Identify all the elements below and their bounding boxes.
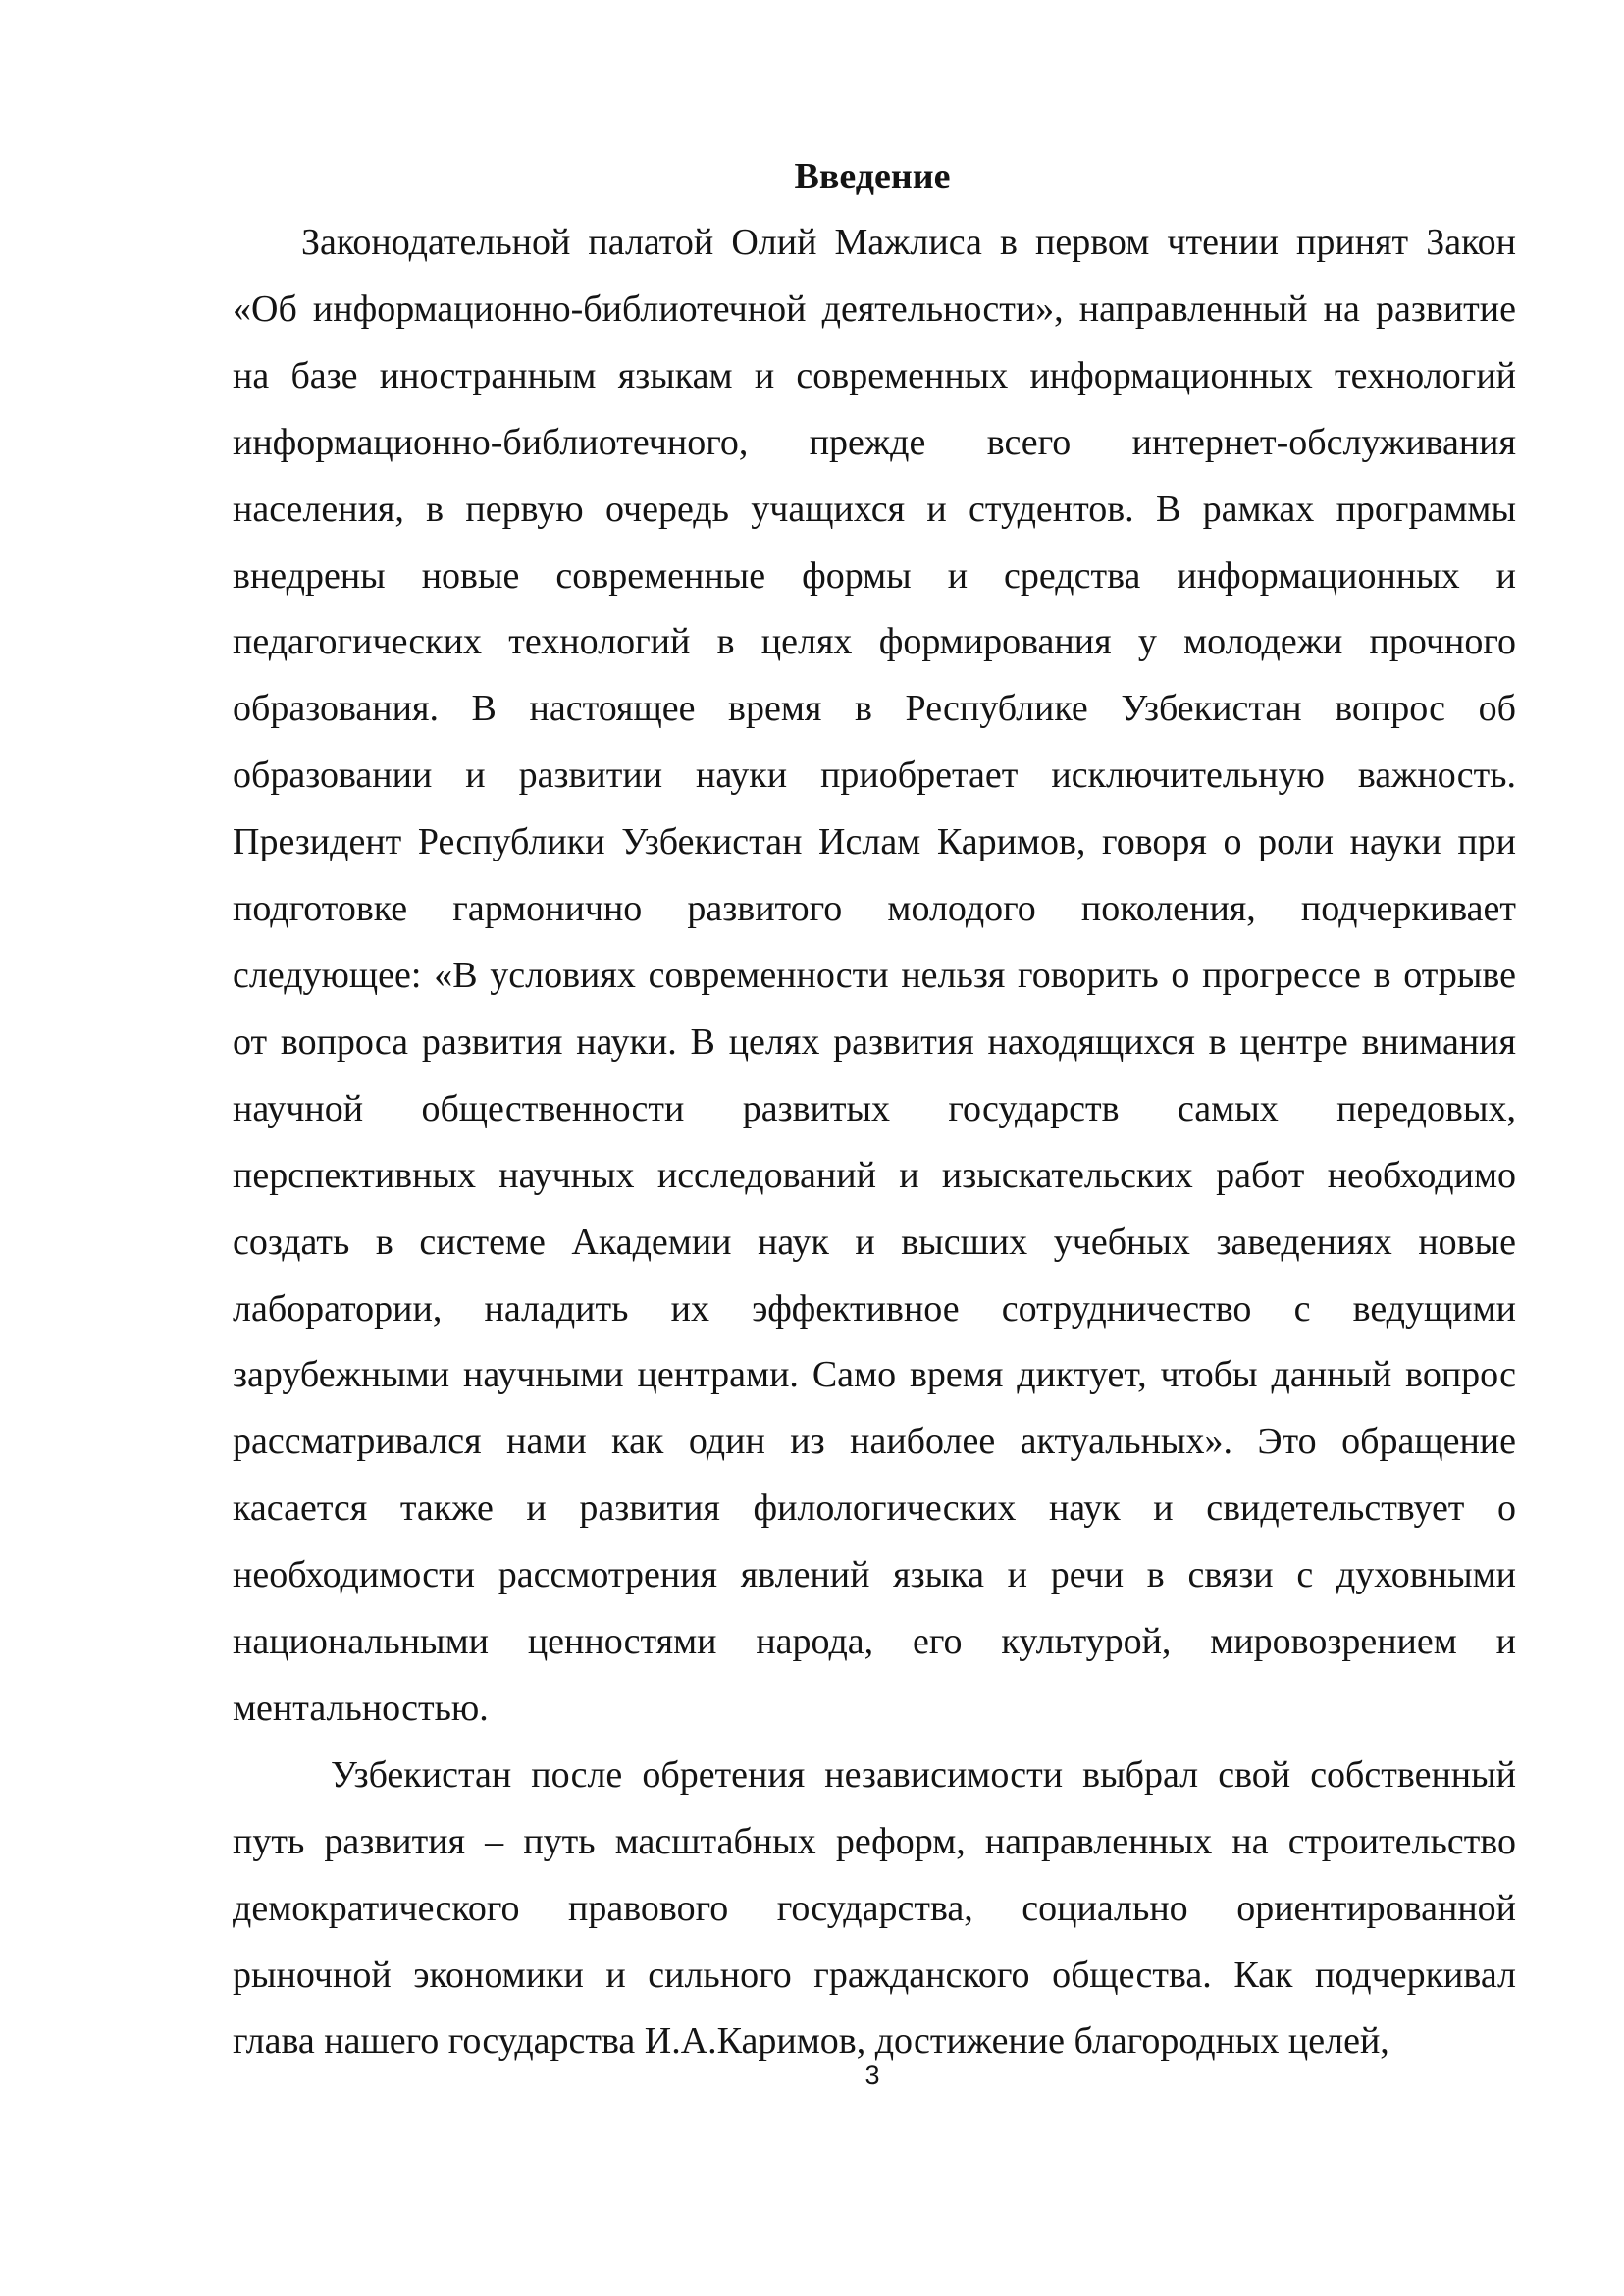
page-number: 3 xyxy=(864,2061,880,2090)
body-text xyxy=(233,210,1516,2075)
paragraph-introduction: Законодательной палатой Олий Мажлиса в первом чтении принят Закон «Об информационно-библиотечной деятельности», направленный на развитие на базе иностранным языкам и современных информационных технологий информационно-библиотечного, прежде всего интернет-обслуживания населения, в первую очередь учащихся и студентов. В рамках программы внедрены новые современные формы и средства информационных и педагогических технологий в целях формирования у молодежи прочного образования. В настоящее время в Республике Узбекистан вопрос об образовании и развитии науки приобретает исключительную важность. Президент Республики Узбекистан Ислам Каримов, говоря о роли науки при подготовке гармонично развитого молодого поколения, подчеркивает следующее: «В условиях современности нельзя говорить о прогрессе в отрыве от вопроса развития науки. В целях развития находящихся в центре внимания научной общественности развитых государств самых передовых, перспективных научных исследований и изыскательских работ необходимо создать в системе Академии наук и высших учебных заведениях новые лаборатории, наладить их эффективное сотрудничество с ведущими зарубежными научными центрами. Само время диктует, чтобы данный вопрос рассматривался нами как один из наиболее актуальных». Это обращение касается также и развития филологических наук и свидетельствует о необходимости рассмотрения явлений языка и речи в связи с духовными национальными ценностями народа, его культурой, мировозрением и ментальностью. xyxy=(233,222,1516,1729)
paragraph-independence: Узбекистан после обретения независимости выбрал свой собственный путь развития – путь масштабных реформ, направленных на строительство демократического правового государства, социально ориентированной рыночной экономики и сильного гражданского общества. Как подчеркивал глава нашего государства И.А.Каримов, достижение благородных целей, xyxy=(233,1753,1516,2062)
section-title: Введение xyxy=(794,156,951,197)
